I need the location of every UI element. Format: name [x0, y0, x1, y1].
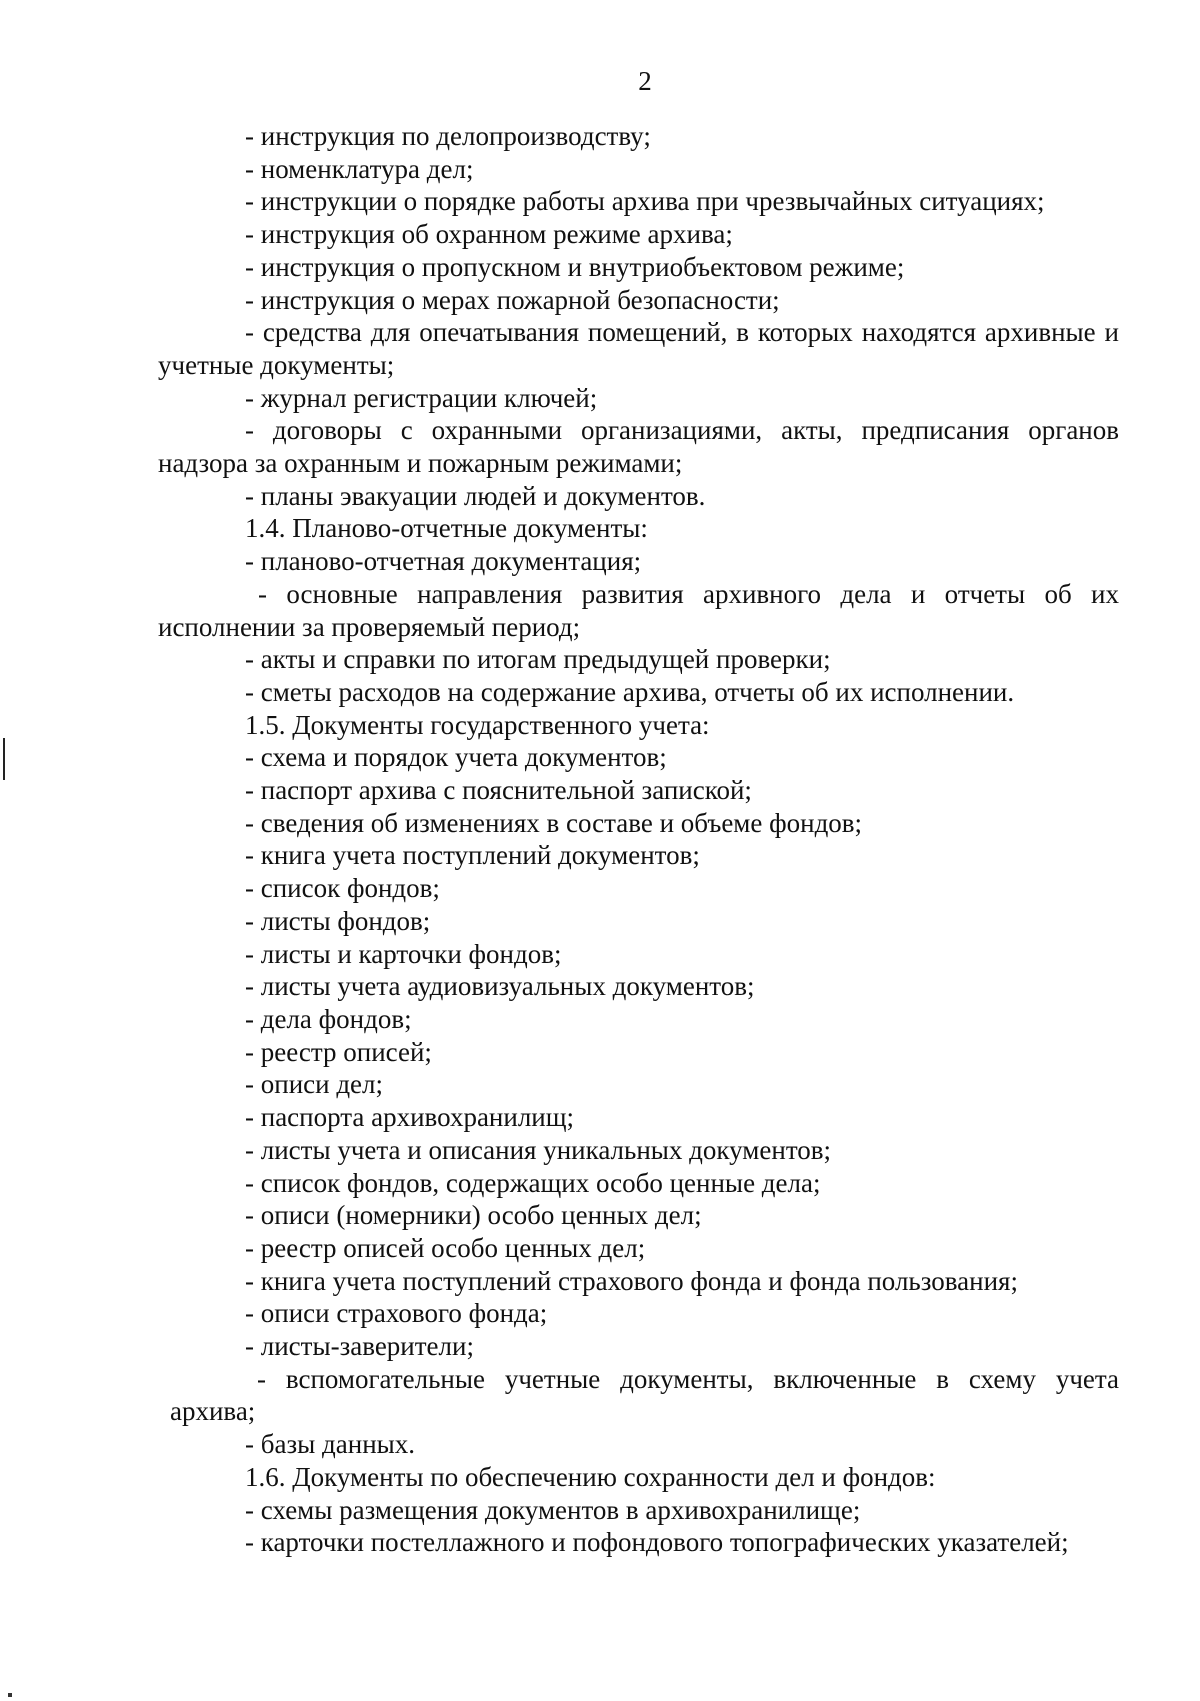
text-line: - книга учета поступлений документов;: [245, 840, 700, 871]
text-paragraph: - договоры с охранными организациями, акты, предписания органов надзора за охранным и пожарным режимами;: [158, 415, 1119, 479]
text-line: - паспорта архивохранилищ;: [245, 1102, 575, 1133]
document-body: [158, 120, 1119, 1559]
text-line: - паспорт архива с пояснительной запиской;: [245, 775, 752, 806]
text-line: 1.5. Документы государственного учета:: [245, 709, 710, 740]
text-line: - инструкция о мерах пожарной безопасности;: [245, 284, 780, 315]
text-line: - листы учета аудиовизуальных документов;: [245, 971, 755, 1002]
text-line: - описи дел;: [245, 1069, 384, 1100]
text-line: - акты и справки по итогам предыдущей проверки;: [245, 644, 831, 675]
text-line: - инструкция о пропускном и внутриобъектовом режиме;: [245, 251, 905, 282]
text-line: - журнал регистрации ключей;: [245, 382, 598, 413]
scan-corner-speck: [8, 1693, 12, 1697]
text-paragraph: - средства для опечатывания помещений, в которых находятся архивные и учетные документы;: [158, 317, 1119, 380]
text-paragraph: - основные направления развития архивного дела и отчеты об их исполнении за проверяемый период;: [158, 578, 1119, 642]
text-line: - описи страхового фонда;: [245, 1298, 548, 1329]
text-line: - инструкция по делопроизводству;: [245, 121, 651, 151]
text-line: - листы-заверители;: [245, 1331, 474, 1362]
text-line: - базы данных.: [245, 1429, 416, 1460]
text-line: - инструкция об охранном режиме архива;: [245, 219, 733, 250]
text-line: 1.6. Документы по обеспечению сохранности дел и фондов:: [245, 1461, 936, 1492]
text-line: - карточки постеллажного и пофондового топографических указателей;: [245, 1527, 1069, 1558]
text-paragraph: - вспомогательные учетные документы, включенные в схему учета архива;: [170, 1363, 1119, 1427]
text-line: - схемы размещения документов в архивохранилище;: [245, 1494, 861, 1525]
text-line: - листы и карточки фондов;: [245, 938, 562, 969]
text-line: - сведения об изменениях в составе и объеме фондов;: [245, 807, 863, 838]
text-line: - список фондов;: [245, 873, 440, 904]
text-line: - планово-отчетная документация;: [245, 546, 642, 577]
page-number: 2: [638, 66, 652, 96]
text-line: - описи (номерники) особо ценных дел;: [245, 1200, 702, 1231]
text-line: - реестр описей;: [245, 1036, 432, 1067]
text-line: - планы эвакуации людей и документов.: [245, 480, 706, 511]
text-line: - дела фондов;: [245, 1003, 412, 1034]
text-line: - реестр описей особо ценных дел;: [245, 1232, 646, 1263]
scan-margin-mark: [3, 738, 5, 780]
text-line: - список фондов, содержащих особо ценные дела;: [245, 1167, 821, 1198]
text-line: - листы учета и описания уникальных документов;: [245, 1134, 832, 1165]
text-line: - схема и порядок учета документов;: [245, 742, 667, 773]
text-line: - номенклатура дел;: [245, 153, 474, 184]
text-line: - книга учета поступлений страхового фонда и фонда пользования;: [245, 1265, 1018, 1296]
text-line: - листы фондов;: [245, 905, 431, 936]
text-line: - сметы расходов на содержание архива, отчеты об их исполнении.: [245, 676, 1015, 707]
text-line: - инструкции о порядке работы архива при чрезвычайных ситуациях;: [245, 186, 1045, 217]
text-line: 1.4. Планово-отчетные документы:: [245, 513, 648, 544]
